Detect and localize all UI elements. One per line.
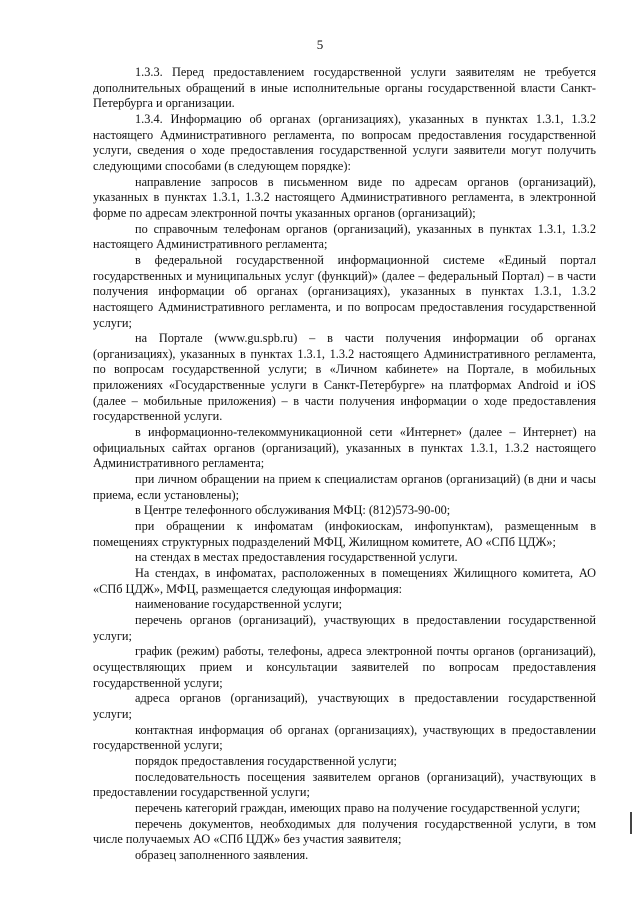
list-item-written-requests: направление запросов в письменном виде по адресам органов (организаций), указанных в пунктах 1.3.1, 1.3.2 настоящего Административного регламента, в электронной форме по адресам электронной почты указанных органов (организаций); bbox=[93, 174, 596, 220]
paragraph-1-3-3: 1.3.3. Перед предоставлением государственной услуги заявителям не требуется дополнительных обращений в иные исполнительные органы государственной власти Санкт-Петербурга и организации. bbox=[93, 65, 596, 111]
list-item-citizen-categories: перечень категорий граждан, имеющих право на получение государственной услуги; bbox=[135, 800, 581, 815]
list-item-call-center: в Центре телефонного обслуживания МФЦ: (812)573-90-00; bbox=[135, 503, 451, 518]
document-body bbox=[93, 65, 596, 863]
list-item-procedure: порядок предоставления государственной услуги; bbox=[135, 753, 397, 768]
list-item-infomats: при обращении к инфоматам (инфокиоскам, инфопунктам), размещенным в помещениях структурных подразделений МФЦ, Жилищном комитете, АО «СПб ЦДЖ»; bbox=[93, 519, 596, 549]
scan-margin-mark bbox=[630, 812, 632, 834]
list-item-schedule: график (режим) работы, телефоны, адреса электронной почты органов (организаций), осуществляющих прием и консультации заявителей по вопросам предоставления государственной услуги; bbox=[93, 644, 596, 690]
list-item-stands: на стендах в местах предоставления государственной услуги. bbox=[135, 550, 458, 565]
list-item-phones: по справочным телефонам органов (организаций), указанных в пунктах 1.3.1, 1.3.2 настоящего Административного регламента; bbox=[93, 221, 596, 252]
page-number: 5 bbox=[316, 37, 324, 52]
list-item-visit-sequence: последовательность посещения заявителем органов (организаций), участвующих в предоставлении государственной услуги; bbox=[93, 769, 596, 800]
list-item-internet: в информационно-телекоммуникационной сети «Интернет» (далее – Интернет) на официальных сайтах органов (организаций), указанных в пунктах 1.3.1, 1.3.2 настоящего Административного регламента; bbox=[93, 425, 596, 471]
list-item-bodies-list: перечень органов (организаций), участвующих в предоставлении государственной услуги; bbox=[93, 612, 596, 643]
list-item-documents: перечень документов, необходимых для получения государственной услуги, в том числе получаемых АО «СПб ЦДЖ» без участия заявителя; bbox=[93, 816, 596, 847]
list-item-contacts: контактная информация об органах (организациях), участвующих в предоставлении государственной услуги; bbox=[93, 722, 596, 753]
list-item-service-name: наименование государственной услуги; bbox=[135, 597, 343, 612]
list-item-portal: на Портале (www.gu.spb.ru) – в части получения информации об органах (организациях), указанных в пунктах 1.3.1, 1.3.2 настоящего Административного регламента, по вопросам государственной услуги; в «Личном кабинете» на Портале, в мобильных приложениях «Государственные услуги в Санкт-Петербурге» на платформах Android и iOS (далее – мобильные приложения) – в части получения информации о ходе предоставления государственной услуги. bbox=[93, 331, 596, 424]
list-item-federal-portal: в федеральной государственной информационной системе «Единый портал государственных и муниципальных услуг (функций)» (далее – федеральный Портал) – в части получения информации об органах (организациях), указанных в пунктах 1.3.1, 1.3.2 настоящего Административного регламента, и по вопросам предоставления государственной услуги; bbox=[93, 252, 596, 330]
paragraph-1-3-4: 1.3.4. Информацию об органах (организациях), указанных в пунктах 1.3.1, 1.3.2 настоящего Административного регламента, по вопросам предоставления государственной услуги, сведения о ходе предоставления государственной услуги заявители могут получить следующими способами (в следующем порядке): bbox=[93, 111, 596, 173]
list-item-sample-application: образец заполненного заявления. bbox=[135, 847, 309, 862]
list-item-addresses: адреса органов (организаций), участвующих в предоставлении государственной услуги; bbox=[93, 691, 596, 721]
list-item-personal-visit: при личном обращении на прием к специалистам органов (организаций) (в дни и часы приема, если установлены); bbox=[93, 472, 596, 502]
paragraph-stand-info: На стендах, в инфоматах, расположенных в помещениях Жилищного комитета, АО «СПб ЦДЖ», МФЦ, размещается следующая информация: bbox=[93, 566, 596, 596]
